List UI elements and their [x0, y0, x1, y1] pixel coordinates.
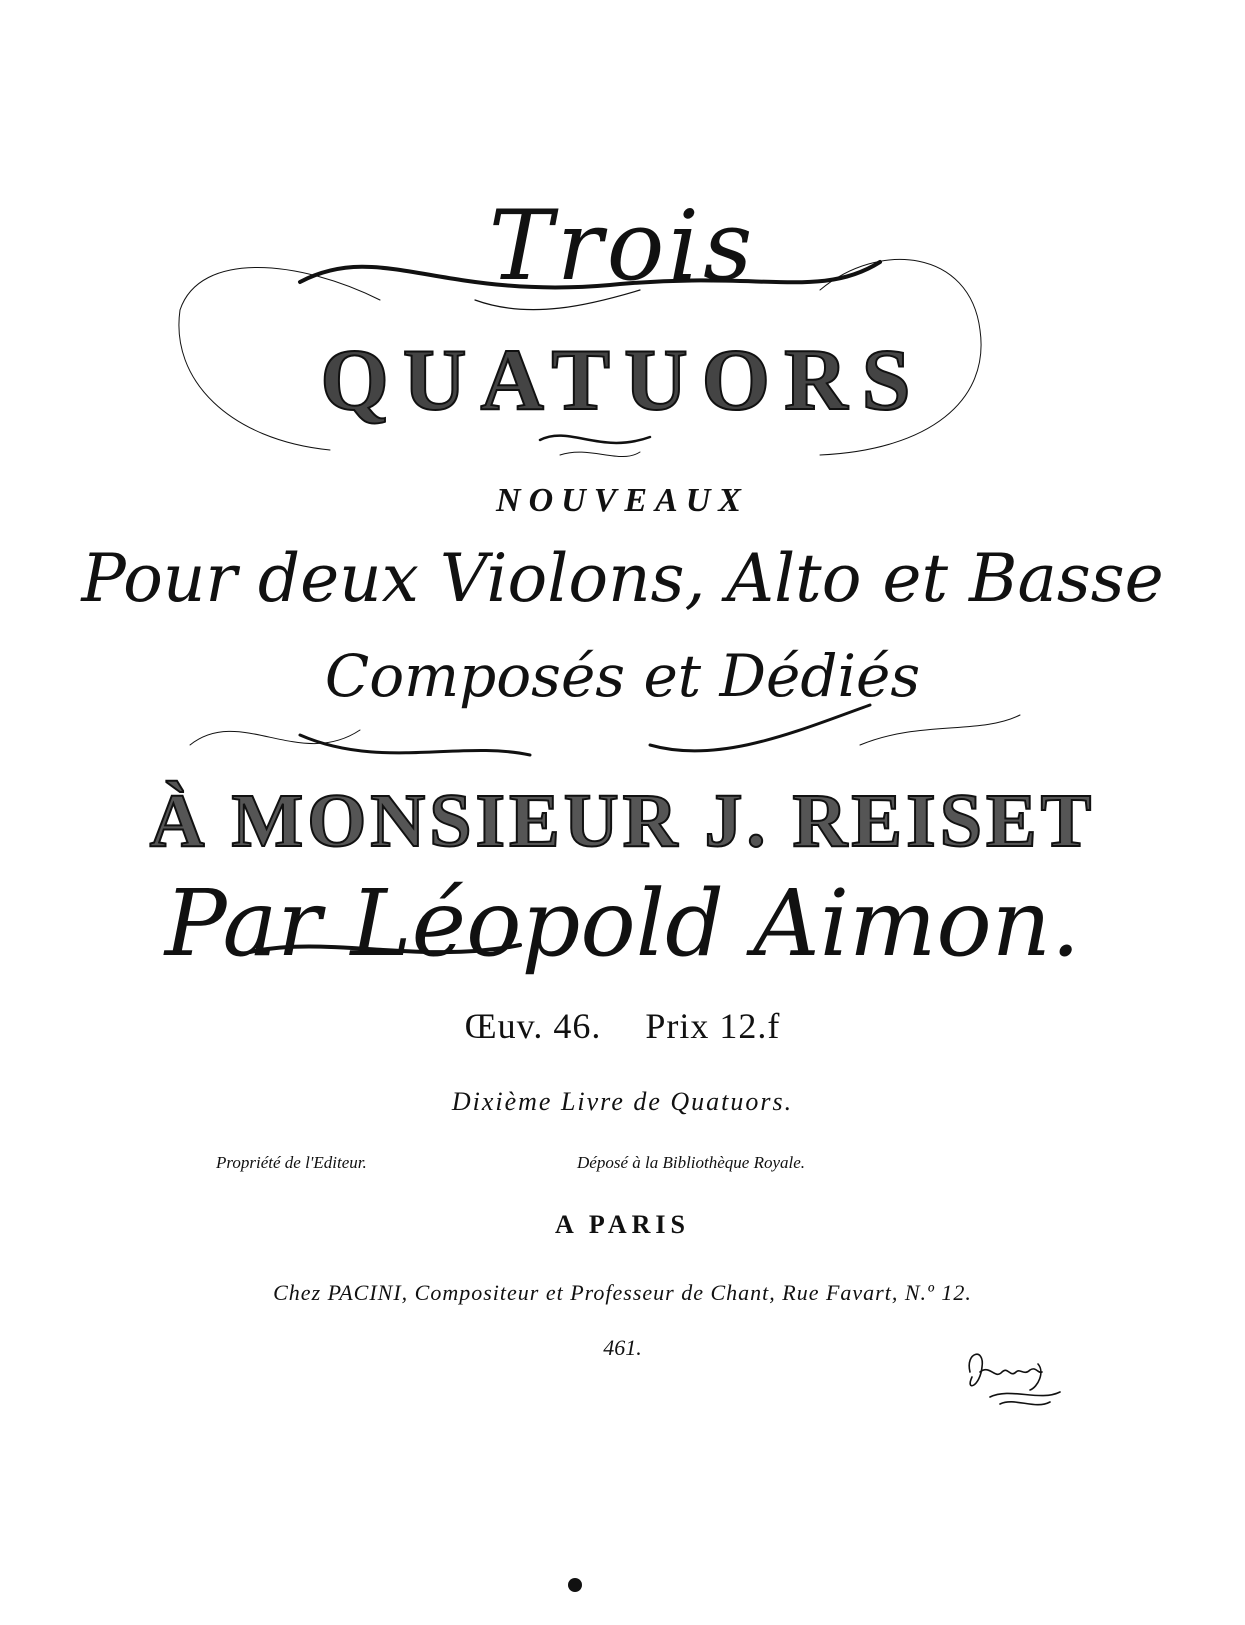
opus-number: Œuv. 46.	[464, 1006, 602, 1046]
publisher-line: Chez PACINI, Compositeur et Professeur de Chant, Rue Favart, N.º 12.	[273, 1280, 972, 1305]
ink-blot-icon	[565, 1576, 585, 1594]
city-line: A PARIS	[555, 1210, 690, 1239]
dedicatee-line: À MONSIEUR J. REISET	[149, 779, 1096, 863]
publisher-signature	[950, 1342, 1070, 1422]
price: Prix 12.f	[645, 1006, 781, 1046]
instrumentation-line: Pour deux Violons, Alto et Basse	[81, 540, 1164, 617]
property-note: Propriété de l'Editeur.	[216, 1153, 367, 1172]
title-trois: Trois	[488, 190, 757, 302]
composer-line: Par Léopold Aimon.	[164, 870, 1081, 977]
deposit-note: Déposé à la Bibliothèque Royale.	[577, 1153, 806, 1172]
volume-line: Dixième Livre de Quatuors.	[451, 1087, 794, 1116]
subtitle-nouveaux: NOUVEAUX	[496, 482, 749, 519]
plate-number: 461.	[603, 1335, 642, 1360]
composes-dedies-line: Composés et Dédiés	[324, 642, 921, 710]
title-quatuors: QUATUORS	[320, 332, 925, 429]
opus-price-line	[0, 1005, 1245, 1047]
